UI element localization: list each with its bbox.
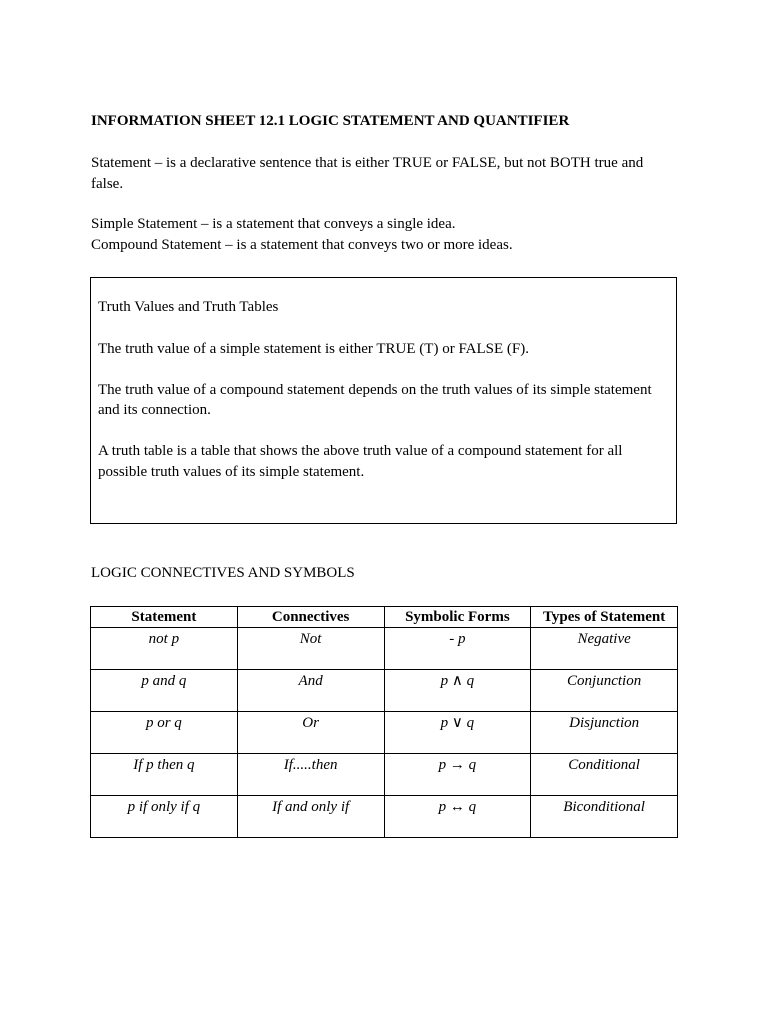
box-paragraph-1: The truth value of a simple statement is either TRUE (T) or FALSE (F). [98, 341, 530, 357]
cell-statement: p and q [91, 670, 238, 712]
box-paragraph-2-line1: The truth value of a compound statement depends on the truth values of its simple statement [98, 382, 652, 398]
box-paragraph-3-line1: A truth table is a table that shows the above truth value of a compound statement for all [98, 443, 623, 459]
cell-statement: p if only if q [91, 796, 238, 838]
cell-type: Disjunction [531, 712, 678, 754]
cell-statement: If p then q [91, 754, 238, 796]
cell-symbol: p ∨ q [384, 712, 531, 754]
cell-connective: Or [237, 712, 384, 754]
header-types-of-statement: Types of Statement [531, 607, 678, 628]
cell-type: Negative [531, 628, 678, 670]
table-row [91, 670, 678, 712]
cell-type: Conditional [531, 754, 678, 796]
box-paragraph-3-line2: possible truth values of its simple statement. [98, 464, 365, 480]
cell-connective: And [237, 670, 384, 712]
header-connectives: Connectives [237, 607, 384, 628]
simple-statement-definition: Simple Statement – is a statement that conveys a single idea. [91, 216, 456, 232]
connectives-table [90, 606, 678, 838]
header-statement: Statement [91, 607, 238, 628]
table-row [91, 796, 678, 838]
table-row [91, 712, 678, 754]
section-title: LOGIC CONNECTIVES AND SYMBOLS [91, 565, 355, 581]
cell-connective: If and only if [237, 796, 384, 838]
box-heading: Truth Values and Truth Tables [98, 299, 279, 315]
cell-type: Biconditional [531, 796, 678, 838]
cell-symbol: - p [384, 628, 531, 670]
cell-symbol: p → q [384, 754, 531, 796]
cell-symbol: p ∧ q [384, 670, 531, 712]
statement-definition-line1: Statement – is a declarative sentence that is either TRUE or FALSE, but not BOTH true and [91, 155, 644, 171]
compound-statement-definition: Compound Statement – is a statement that conveys two or more ideas. [91, 237, 513, 253]
table-row [91, 628, 678, 670]
cell-connective: If.....then [237, 754, 384, 796]
truth-values-box [90, 277, 677, 524]
cell-statement: not p [91, 628, 238, 670]
box-paragraph-2-line2: and its connection. [98, 402, 211, 418]
table-header-row [91, 607, 678, 628]
statement-definition [91, 153, 681, 195]
cell-type: Conjunction [531, 670, 678, 712]
statement-definition-line2: false. [91, 176, 124, 192]
page-title: INFORMATION SHEET 12.1 LOGIC STATEMENT AND QUANTIFIER [91, 113, 570, 129]
cell-symbol: p ↔ q [384, 796, 531, 838]
header-symbolic-forms: Symbolic Forms [384, 607, 531, 628]
cell-statement: p or q [91, 712, 238, 754]
cell-connective: Not [237, 628, 384, 670]
table-row [91, 754, 678, 796]
